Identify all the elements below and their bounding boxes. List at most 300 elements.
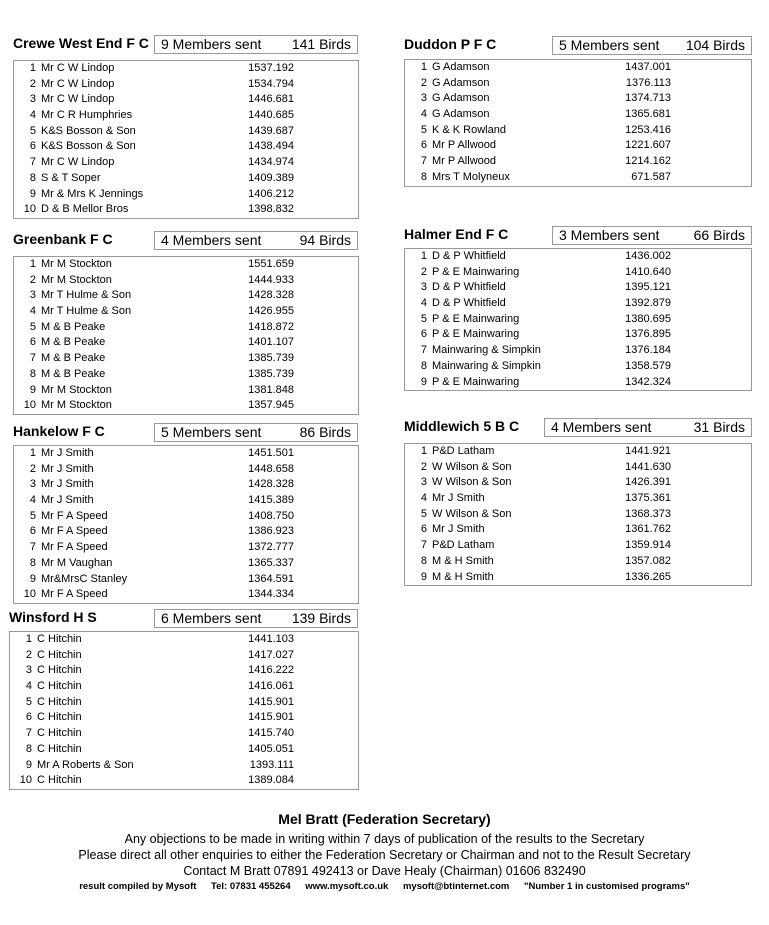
result-rank: 3 — [420, 92, 427, 105]
result-name: M & B Peake — [41, 367, 106, 380]
result-row — [405, 154, 751, 170]
result-score: 671.587 — [631, 170, 671, 183]
result-rank: 9 — [420, 375, 427, 388]
club-name: Hankelow F C — [13, 423, 105, 439]
enquiries-notice: Please direct all other enquiries to either the Federation Secretary or Chairman and not to the Result Secretary — [78, 848, 691, 862]
result-score: 1415.389 — [248, 494, 294, 507]
result-rank: 9 — [29, 187, 36, 200]
result-score: 1441.103 — [248, 633, 294, 645]
result-rank: 6 — [29, 525, 36, 538]
result-row — [405, 265, 751, 281]
result-row — [14, 61, 358, 77]
result-row — [14, 124, 358, 140]
result-row — [10, 648, 358, 664]
members-sent: 4 Members sent — [161, 232, 262, 248]
result-name: Mr P Allwood — [432, 139, 496, 152]
result-name: Mr M Stockton — [41, 258, 112, 270]
result-rank: 3 — [29, 289, 36, 302]
club-name: Middlewich 5 B C — [404, 418, 520, 434]
result-row — [14, 446, 358, 462]
result-name: Mr M Stockton — [41, 399, 112, 412]
members-sent: 5 Members sent — [161, 424, 262, 440]
result-rank: 3 — [420, 476, 427, 489]
result-score: 1551.659 — [248, 258, 294, 270]
result-row — [405, 343, 751, 359]
result-rank: 5 — [420, 312, 427, 325]
result-rank: 4 — [29, 109, 36, 122]
result-name: S & T Soper — [41, 171, 101, 184]
result-name: Mr M Stockton — [41, 273, 112, 286]
result-score: 1436.002 — [625, 250, 671, 262]
result-score: 1376.895 — [625, 328, 671, 341]
result-rank: 5 — [29, 124, 36, 137]
club-name: Crewe West End F C — [13, 35, 149, 51]
result-row — [10, 773, 358, 789]
result-score: 1409.389 — [248, 171, 294, 184]
result-rank: 2 — [29, 462, 36, 475]
result-name: G Adamson — [432, 92, 490, 105]
result-row — [405, 91, 751, 107]
result-score: 1437.001 — [625, 61, 671, 73]
result-rank: 7 — [420, 539, 427, 552]
result-row — [14, 335, 358, 351]
result-row — [14, 139, 358, 155]
result-name: M & B Peake — [41, 352, 106, 365]
result-row — [14, 288, 358, 304]
results-table — [13, 256, 359, 415]
result-score: 1375.361 — [625, 492, 671, 505]
result-row — [14, 171, 358, 187]
result-row — [405, 170, 751, 186]
result-score: 1357.082 — [625, 554, 671, 567]
result-row — [14, 383, 358, 399]
result-rank: 10 — [23, 203, 36, 216]
result-score: 1386.923 — [248, 525, 294, 538]
result-name: Mrs T Molyneux — [432, 170, 510, 183]
result-score: 1438.494 — [248, 140, 294, 153]
result-rank: 9 — [25, 758, 32, 771]
birds-count: 66 Birds — [693, 227, 745, 243]
result-row — [14, 524, 358, 540]
birds-count: 141 Birds — [291, 36, 351, 52]
result-rank: 6 — [29, 336, 36, 349]
result-row — [14, 587, 358, 603]
result-name: Mr C W Lindop — [41, 62, 115, 74]
result-row — [14, 477, 358, 493]
result-rank: 2 — [29, 77, 36, 90]
result-name: Mr F A Speed — [41, 509, 108, 522]
result-name: M & H Smith — [432, 554, 494, 567]
result-score: 1406.212 — [248, 187, 294, 200]
birds-count: 94 Birds — [299, 232, 351, 248]
result-row — [14, 509, 358, 525]
result-row — [14, 398, 358, 414]
club-summary — [154, 423, 358, 442]
result-rank: 1 — [420, 445, 427, 457]
result-score: 1415.740 — [248, 727, 294, 740]
result-rank: 9 — [420, 570, 427, 583]
club-summary — [552, 226, 752, 245]
result-row — [10, 758, 358, 774]
result-name: Mainwaring & Simpkin — [432, 344, 541, 357]
result-row — [405, 76, 751, 92]
result-score: 1441.921 — [625, 445, 671, 457]
result-name: C Hitchin — [37, 633, 82, 645]
result-rank: 8 — [29, 367, 36, 380]
result-score: 1428.328 — [248, 289, 294, 302]
result-score: 1385.739 — [248, 352, 294, 365]
result-row — [14, 351, 358, 367]
result-row — [14, 108, 358, 124]
result-score: 1410.640 — [625, 265, 671, 278]
result-name: C Hitchin — [37, 774, 82, 787]
result-rank: 1 — [25, 633, 32, 645]
result-row — [14, 540, 358, 556]
result-rank: 7 — [25, 727, 32, 740]
result-score: 1415.901 — [248, 711, 294, 724]
result-score: 1434.974 — [248, 156, 294, 169]
result-name: Mr A Roberts & Son — [37, 758, 134, 771]
club-summary — [154, 609, 358, 628]
result-name: C Hitchin — [37, 727, 82, 740]
result-score: 1372.777 — [248, 541, 294, 554]
result-score: 1342.324 — [625, 375, 671, 388]
result-score: 1336.265 — [625, 570, 671, 583]
result-name: Mr C R Humphries — [41, 109, 133, 122]
birds-count: 104 Birds — [685, 37, 745, 53]
result-rank: 6 — [420, 328, 427, 341]
result-rank: 8 — [420, 554, 427, 567]
result-name: Mr F A Speed — [41, 541, 108, 554]
result-row — [405, 554, 751, 570]
results-table — [9, 631, 359, 790]
result-row — [14, 493, 358, 509]
result-score: 1385.739 — [248, 367, 294, 380]
result-name: Mr T Hulme & Son — [41, 305, 132, 318]
result-rank: 7 — [420, 155, 427, 168]
result-row — [405, 375, 751, 391]
result-score: 1441.630 — [625, 460, 671, 473]
result-row — [405, 570, 751, 586]
birds-count: 139 Birds — [291, 610, 351, 626]
result-rank: 7 — [29, 541, 36, 554]
result-row — [14, 202, 358, 218]
result-score: 1534.794 — [248, 77, 294, 90]
result-rank: 8 — [29, 556, 36, 569]
result-row — [14, 187, 358, 203]
result-rank: 6 — [420, 139, 427, 152]
result-name: C Hitchin — [37, 680, 82, 693]
result-rank: 6 — [25, 711, 32, 724]
result-rank: 2 — [420, 460, 427, 473]
result-name: Mr F A Speed — [41, 588, 108, 601]
result-score: 1358.579 — [625, 359, 671, 372]
result-name: Mr P Allwood — [432, 155, 496, 168]
result-row — [10, 632, 358, 648]
result-row — [14, 462, 358, 478]
result-row — [10, 663, 358, 679]
result-rank: 5 — [25, 695, 32, 708]
birds-count: 86 Birds — [299, 424, 351, 440]
birds-count: 31 Birds — [693, 419, 745, 435]
result-rank: 5 — [420, 507, 427, 520]
result-row — [405, 522, 751, 538]
result-score: 1376.184 — [625, 344, 671, 357]
result-rank: 3 — [25, 664, 32, 677]
result-name: Mr&MrsC Stanley — [41, 572, 128, 585]
result-row — [405, 327, 751, 343]
result-row — [10, 695, 358, 711]
compiler-email[interactable]: mysoft@btinternet.com — [402, 881, 510, 892]
result-rank: 2 — [420, 265, 427, 278]
compiler-phone: Tel: 07831 455264 — [211, 881, 291, 892]
result-rank: 1 — [420, 250, 427, 262]
result-score: 1398.832 — [248, 203, 294, 216]
result-rank: 9 — [29, 572, 36, 585]
result-name: Mr J Smith — [432, 523, 485, 536]
result-rank: 3 — [29, 93, 36, 106]
result-rank: 7 — [29, 352, 36, 365]
result-score: 1374.713 — [625, 92, 671, 105]
members-sent: 3 Members sent — [559, 227, 660, 243]
result-name: C Hitchin — [37, 742, 82, 755]
result-row — [405, 491, 751, 507]
result-name: M & H Smith — [432, 570, 494, 583]
club-summary — [544, 418, 752, 437]
compiler-slogan: "Number 1 in customised programs" — [524, 881, 690, 892]
result-name: C Hitchin — [37, 648, 82, 661]
result-row — [405, 123, 751, 139]
result-score: 1408.750 — [248, 509, 294, 522]
result-rank: 1 — [29, 447, 36, 459]
result-rank: 10 — [19, 774, 32, 787]
result-rank: 5 — [29, 509, 36, 522]
result-row — [10, 679, 358, 695]
result-rank: 4 — [25, 680, 32, 693]
result-rank: 8 — [420, 170, 427, 183]
result-row — [14, 556, 358, 572]
result-row — [405, 475, 751, 491]
result-score: 1418.872 — [248, 320, 294, 333]
result-name: Mr J Smith — [41, 462, 94, 475]
secretary-heading: Mel Bratt (Federation Secretary) — [278, 811, 491, 827]
result-name: P & E Mainwaring — [432, 375, 520, 388]
result-rank: 6 — [29, 140, 36, 153]
members-sent: 5 Members sent — [559, 37, 660, 53]
result-name: M & B Peake — [41, 320, 106, 333]
result-rank: 2 — [29, 273, 36, 286]
result-name: Mr C W Lindop — [41, 156, 115, 169]
result-rank: 1 — [420, 61, 427, 73]
result-row — [405, 280, 751, 296]
result-rank: 4 — [420, 492, 427, 505]
members-sent: 4 Members sent — [551, 419, 652, 435]
result-name: Mr J Smith — [41, 478, 94, 491]
result-name: D & B Mellor Bros — [41, 203, 129, 216]
result-score: 1392.879 — [625, 297, 671, 310]
club-name: Duddon P F C — [404, 36, 497, 52]
result-rank: 4 — [29, 305, 36, 318]
results-table — [13, 445, 359, 604]
result-name: G Adamson — [432, 61, 490, 73]
result-rank: 5 — [29, 320, 36, 333]
result-name: D & P Whitfield — [432, 250, 506, 262]
result-name: D & P Whitfield — [432, 281, 506, 294]
result-name: Mr T Hulme & Son — [41, 289, 132, 302]
result-rank: 8 — [420, 359, 427, 372]
result-score: 1253.416 — [625, 123, 671, 136]
result-score: 1439.687 — [248, 124, 294, 137]
result-score: 1365.337 — [248, 556, 294, 569]
result-row — [14, 273, 358, 289]
result-name: Mr C W Lindop — [41, 93, 115, 106]
result-name: G Adamson — [432, 76, 490, 89]
result-name: Mainwaring & Simpkin — [432, 359, 541, 372]
result-rank: 8 — [25, 742, 32, 755]
club-summary — [552, 36, 752, 55]
result-score: 1364.591 — [248, 572, 294, 585]
result-row — [14, 572, 358, 588]
result-name: Mr M Stockton — [41, 383, 112, 396]
result-rank: 5 — [420, 123, 427, 136]
result-name: W Wilson & Son — [432, 476, 512, 489]
result-score: 1389.084 — [248, 774, 294, 787]
result-score: 1395.121 — [625, 281, 671, 294]
result-row — [10, 710, 358, 726]
members-sent: 6 Members sent — [161, 610, 262, 626]
result-score: 1451.501 — [248, 447, 294, 459]
result-score: 1359.914 — [625, 539, 671, 552]
result-rank: 10 — [23, 399, 36, 412]
result-score: 1214.162 — [625, 155, 671, 168]
result-name: Mr & Mrs K Jennings — [41, 187, 144, 200]
result-score: 1405.051 — [248, 742, 294, 755]
result-name: C Hitchin — [37, 711, 82, 724]
result-name: Mr J Smith — [41, 447, 94, 459]
result-score: 1446.681 — [248, 93, 294, 106]
result-score: 1368.373 — [625, 507, 671, 520]
result-rank: 7 — [29, 156, 36, 169]
result-name: W Wilson & Son — [432, 460, 512, 473]
result-score: 1416.222 — [248, 664, 294, 677]
result-score: 1426.955 — [248, 305, 294, 318]
result-row — [405, 107, 751, 123]
result-row — [14, 257, 358, 273]
result-rank: 3 — [420, 281, 427, 294]
results-table — [404, 59, 752, 187]
result-score: 1393.111 — [249, 758, 294, 771]
result-name: W Wilson & Son — [432, 507, 512, 520]
result-rank: 10 — [23, 588, 36, 601]
result-row — [14, 155, 358, 171]
compiled-by: result compiled by Mysoft — [79, 881, 197, 892]
result-row — [405, 296, 751, 312]
compiler-website[interactable]: www.mysoft.co.uk — [305, 881, 389, 892]
result-score: 1416.061 — [248, 680, 294, 693]
result-rank: 8 — [29, 171, 36, 184]
result-name: C Hitchin — [37, 664, 82, 677]
result-row — [405, 359, 751, 375]
result-row — [405, 249, 751, 265]
result-row — [14, 92, 358, 108]
result-rank: 9 — [29, 383, 36, 396]
result-rank: 4 — [420, 297, 427, 310]
results-table — [404, 248, 752, 391]
club-name: Greenbank F C — [13, 231, 113, 247]
result-score: 1444.933 — [248, 273, 294, 286]
result-score: 1428.328 — [248, 478, 294, 491]
result-name: D & P Whitfield — [432, 297, 506, 310]
result-rank: 7 — [420, 344, 427, 357]
result-name: P&D Latham — [432, 445, 495, 457]
result-row — [405, 460, 751, 476]
result-row — [14, 77, 358, 93]
result-rank: 6 — [420, 523, 427, 536]
result-row — [405, 507, 751, 523]
result-rank: 1 — [29, 258, 36, 270]
club-summary — [154, 231, 358, 250]
club-summary — [154, 35, 358, 54]
result-name: Mr C W Lindop — [41, 77, 115, 90]
result-score: 1357.945 — [248, 399, 294, 412]
result-name: P&D Latham — [432, 539, 495, 552]
result-name: G Adamson — [432, 108, 490, 121]
result-score: 1365.681 — [625, 108, 671, 121]
result-score: 1448.658 — [248, 462, 294, 475]
result-score: 1380.695 — [625, 312, 671, 325]
result-score: 1381.848 — [248, 383, 294, 396]
result-score: 1415.901 — [248, 695, 294, 708]
results-table — [404, 443, 752, 586]
result-name: Mr J Smith — [432, 492, 485, 505]
result-name: P & E Mainwaring — [432, 312, 520, 325]
result-row — [10, 726, 358, 742]
result-name: Mr J Smith — [41, 494, 94, 507]
members-sent: 9 Members sent — [161, 36, 262, 52]
result-rank: 2 — [420, 76, 427, 89]
result-score: 1440.685 — [248, 109, 294, 122]
result-name: M & B Peake — [41, 336, 106, 349]
club-name: Halmer End F C — [404, 226, 509, 242]
result-name: P & E Mainwaring — [432, 265, 520, 278]
result-score: 1344.334 — [248, 588, 294, 601]
result-score: 1361.762 — [625, 523, 671, 536]
result-name: C Hitchin — [37, 695, 82, 708]
result-name: K & K Rowland — [432, 123, 506, 136]
result-row — [405, 312, 751, 328]
result-row — [405, 138, 751, 154]
result-row — [14, 320, 358, 336]
result-name: Mr F A Speed — [41, 525, 108, 538]
result-row — [405, 538, 751, 554]
result-row — [14, 304, 358, 320]
result-score: 1417.027 — [248, 648, 294, 661]
result-rank: 4 — [420, 108, 427, 121]
result-rank: 3 — [29, 478, 36, 491]
objections-notice: Any objections to be made in writing within 7 days of publication of the results to the Secretary — [124, 832, 645, 846]
result-score: 1221.607 — [625, 139, 671, 152]
result-name: K&S Bosson & Son — [41, 140, 136, 153]
result-name: P & E Mainwaring — [432, 328, 520, 341]
result-row — [405, 60, 751, 76]
results-table — [13, 60, 359, 219]
result-name: Mr M Vaughan — [41, 556, 113, 569]
contact-line: Contact M Bratt 07891 492413 or Dave Healy (Chairman) 01606 832490 — [183, 864, 586, 878]
result-row — [14, 367, 358, 383]
result-row — [405, 444, 751, 460]
result-score: 1537.192 — [248, 62, 294, 74]
compiler-credits — [0, 881, 769, 892]
